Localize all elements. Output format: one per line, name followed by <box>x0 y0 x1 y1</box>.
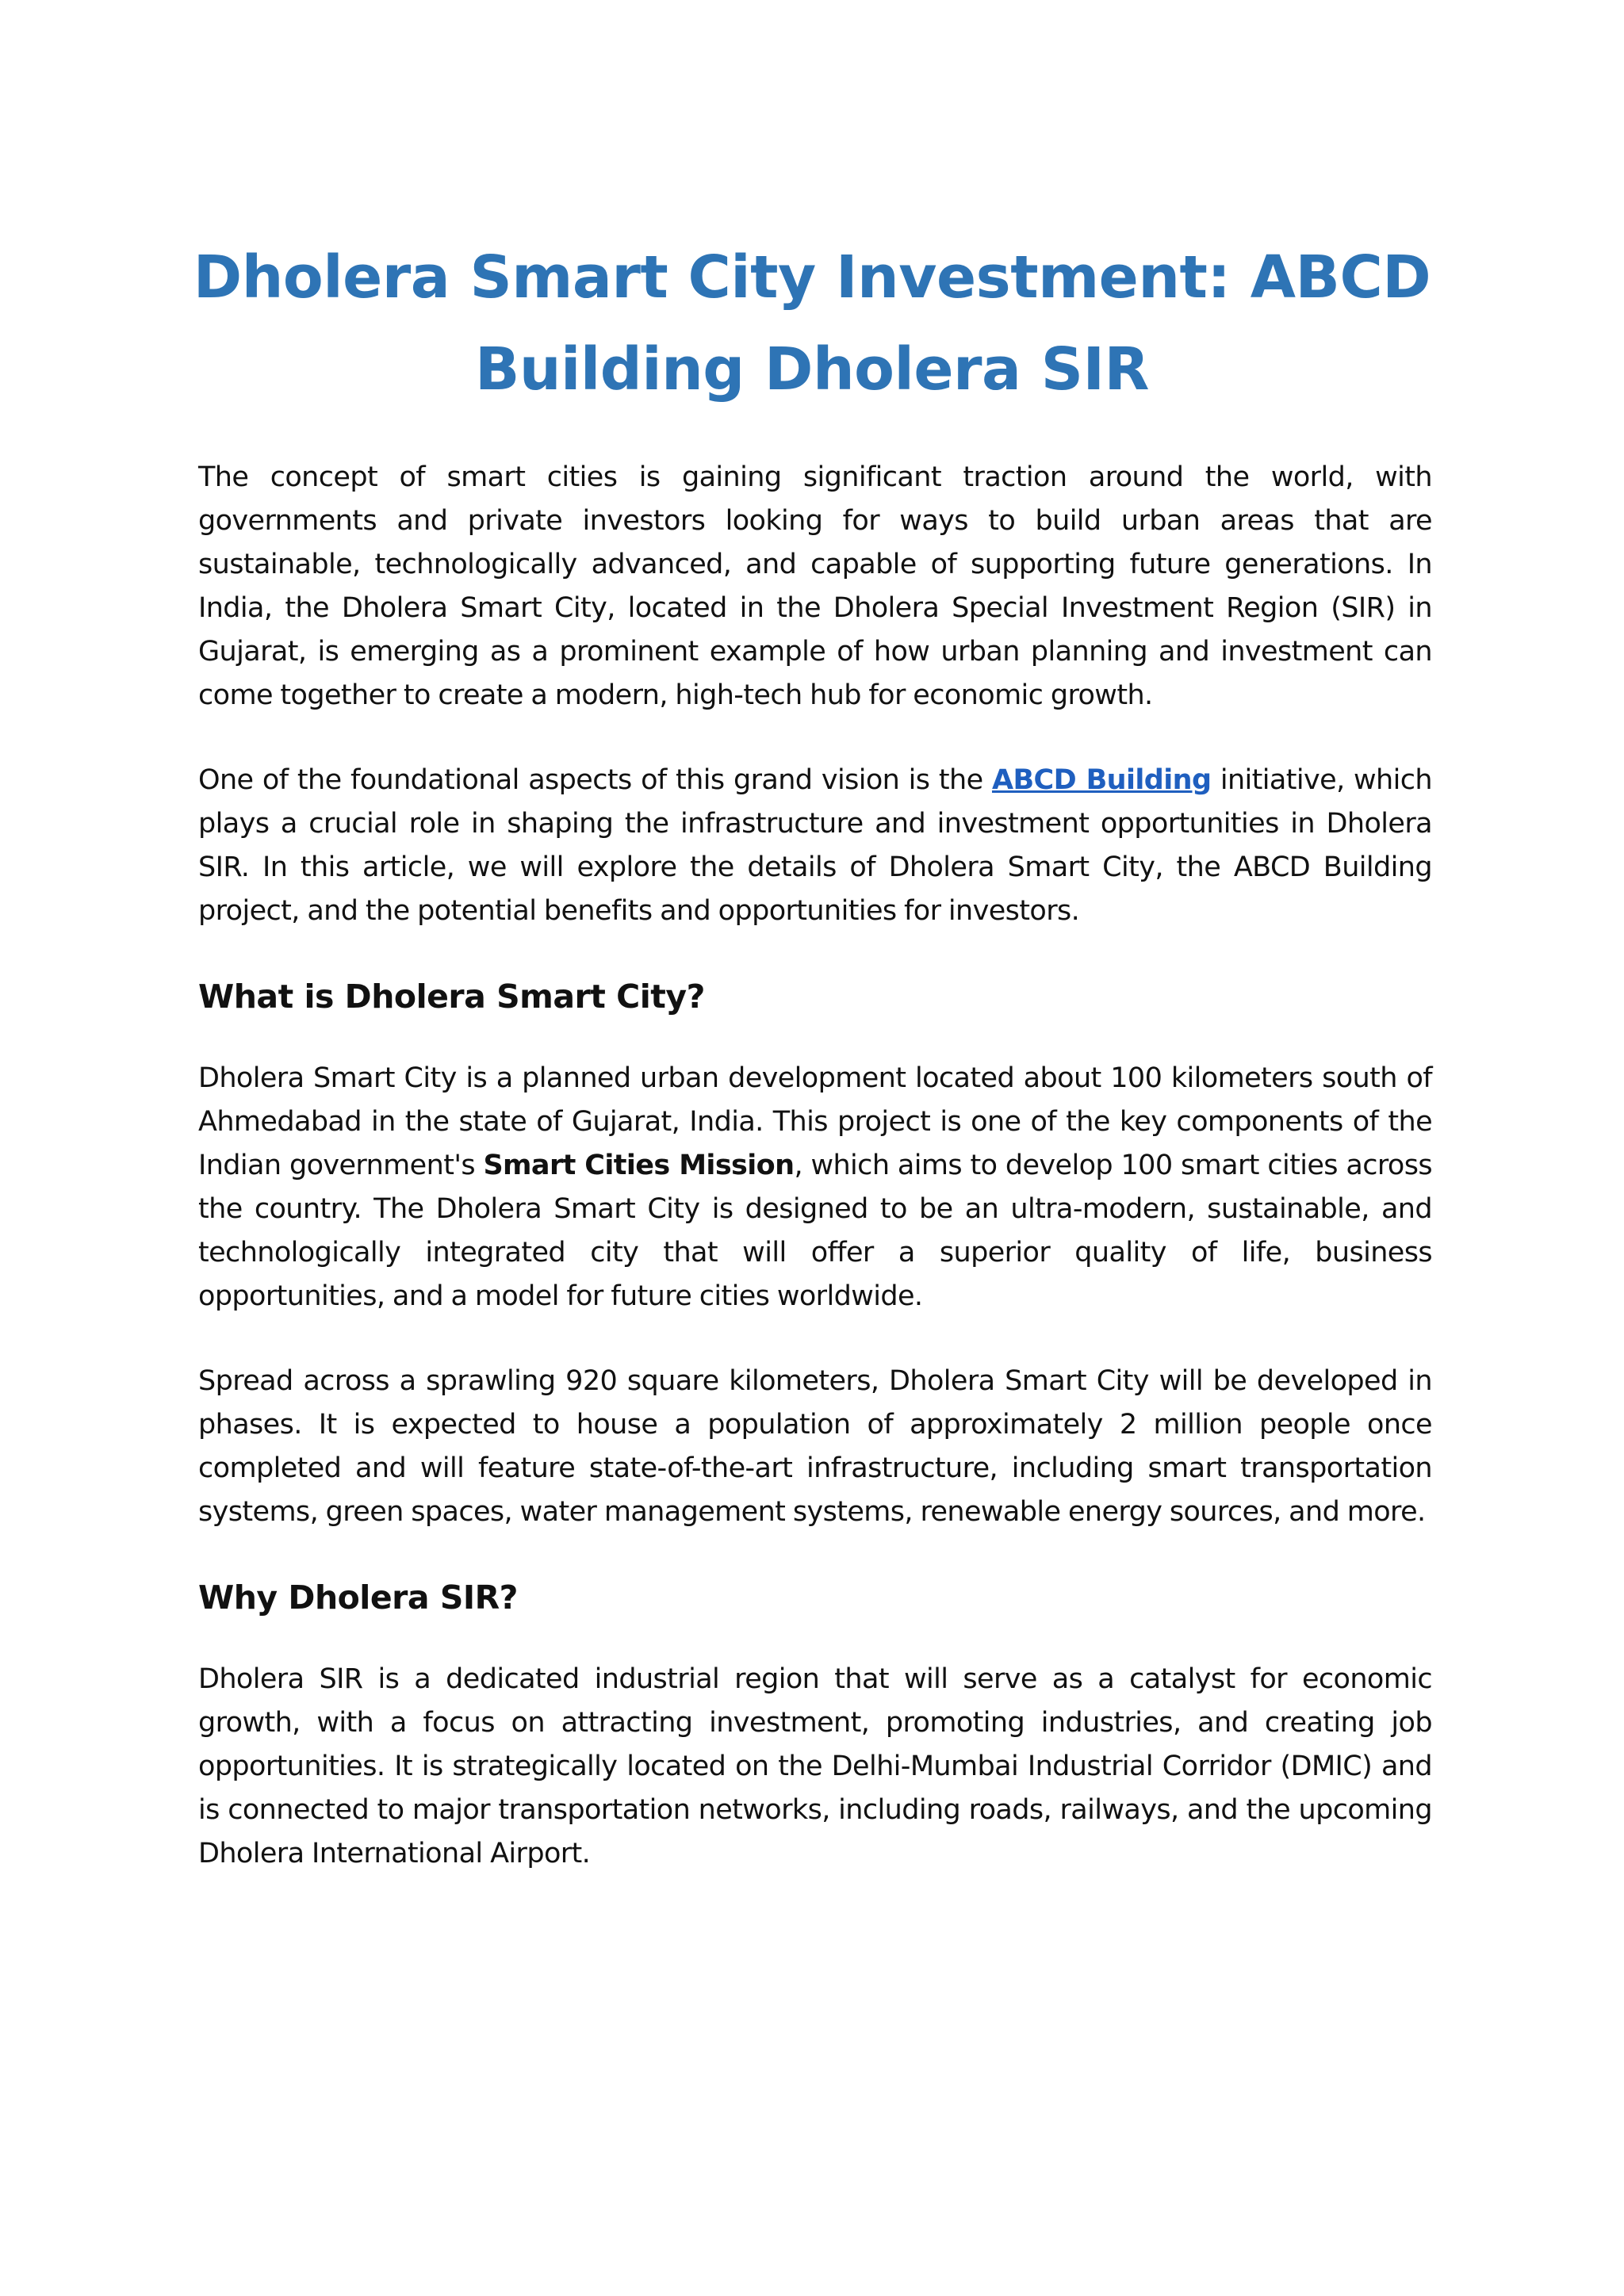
abcd-building-link[interactable]: ABCD Building <box>991 764 1212 796</box>
section-heading-what-is-dholera: What is Dholera Smart City? <box>198 978 705 1016</box>
abcd-intro-paragraph <box>198 759 1432 933</box>
intro-paragraph: The concept of smart cities is gaining significant traction around the world, with governments and private investors looking for ways to build urban areas that are sustainable, technologically advanced, and capable of supporting future generations. In India, the Dholera Smart City, located in the Dholera Special Investment Region (SIR) in Gujarat, is emerging as a prominent example of how urban planning and investment can come together to create a modern, high-tech hub for economic growth. <box>198 461 1432 711</box>
abcd-intro-text-after: initiative, which plays a crucial role in shaping the infrastructure and investment opportunities in Dholera SIR. In this article, we will explore the details of Dholera Smart City, the ABCD Building project, and the potential benefits and opportunities for investors. <box>198 764 1432 927</box>
what-is-dholera-paragraph-2: Spread across a sprawling 920 square kilometers, Dholera Smart City will be developed in phases. It is expected to house a population of approximately 2 million people once completed and will feature state-of-the-art infrastructure, including smart transportation systems, green spaces, water management systems, renewable energy sources, and more. <box>198 1365 1432 1528</box>
why-dholera-paragraph-1: Dholera SIR is a dedicated industrial region that will serve as a catalyst for economic growth, with a focus on attracting investment, promoting industries, and creating job opportunities. It is strategically located on the Delhi-Mumbai Industrial Corridor (DMIC) and is connected to major transportation networks, including roads, railways, and the upcoming Dholera International Airport. <box>198 1663 1432 1869</box>
what-is-text-before: Dholera Smart City is a planned urban development located about 100 kilometers south of Ahmedabad in the state of Gujarat, India. This project is one of the key components of the Indian government's <box>198 1062 1432 1181</box>
smart-cities-mission-bold: Smart Cities Mission <box>483 1150 795 1181</box>
page-title: Dholera Smart City Investment: ABCD Building Dholera SIR <box>193 243 1431 404</box>
section-heading-why-dholera-sir: Why Dholera SIR? <box>198 1578 518 1617</box>
what-is-dholera-paragraph-1 <box>198 1057 1432 1318</box>
abcd-intro-text-before: One of the foundational aspects of this grand vision is the <box>198 764 992 796</box>
what-is-text-after: , which aims to develop 100 smart cities across the country. The Dholera Smart City is designed to be an ultra-modern, sustainable, and technologically integrated city that will offer a superior quality of life, business opportunities, and a model for future cities worldwide. <box>198 1150 1432 1312</box>
article-body <box>198 456 1432 1917</box>
